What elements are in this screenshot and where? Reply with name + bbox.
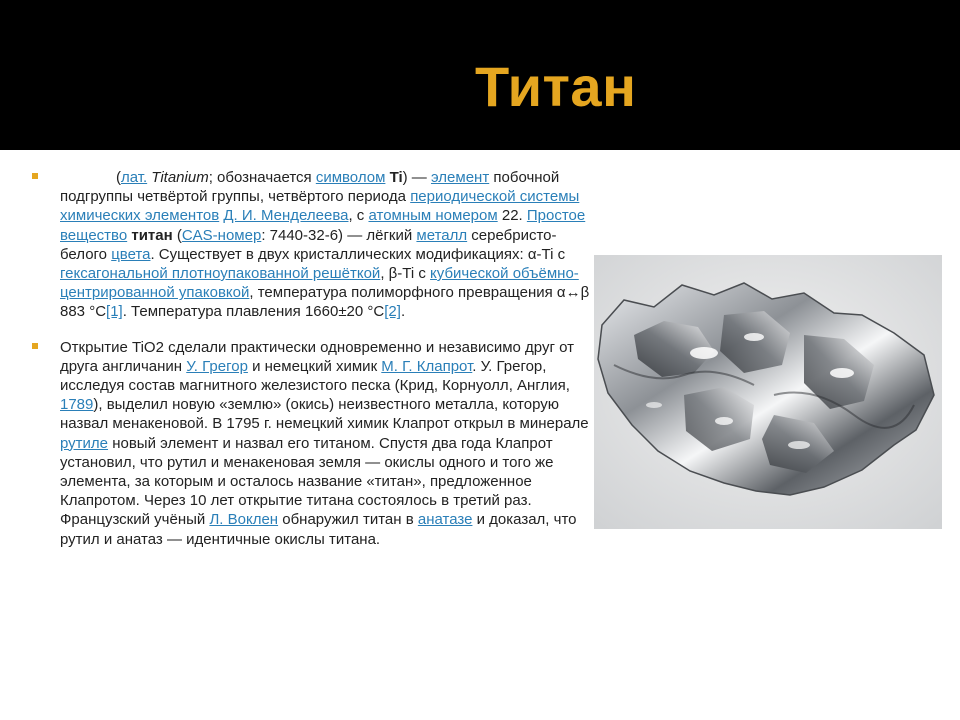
text: (	[172, 226, 182, 244]
bullet-paragraph-discovery	[30, 338, 595, 549]
link-periodic-table[interactable]: периодической системы химических элементов	[60, 188, 580, 225]
link-klaproth[interactable]: М. Г. Клапрот	[381, 357, 473, 375]
bullet-marker	[32, 173, 38, 179]
link-vauquelin[interactable]: Л. Воклен	[209, 511, 279, 529]
link-cas-number[interactable]: CAS-номер	[181, 226, 262, 244]
slide-content	[30, 168, 595, 549]
text: . Существует в двух кристаллических модификациях: α-Ti с	[150, 245, 566, 263]
slide-title: Титан	[475, 55, 637, 118]
text: новый элемент и назвал его титаном. Спустя два года Клапрот установил, что рутил и менакеновая земля — окислы одного и того же элемента, за которым и осталось название «титан», предложенное Клапротом. Через 10 лет открытие титана состоялось в третий раз. Французский учёный	[60, 434, 554, 529]
element-symbol: Ti	[389, 169, 403, 186]
titanium-metal-image	[594, 255, 942, 529]
link-anatase[interactable]: анатазе	[417, 511, 473, 529]
link-symbol[interactable]: символом	[315, 169, 386, 186]
text: ) —	[402, 169, 431, 186]
text: (	[116, 169, 121, 186]
link-simple-substance[interactable]: Простое вещество	[60, 207, 586, 244]
text: ), выделил новую «землю» (окись) неизвестного металла, которую назвал менакеновой. В 1795 г. немецкий химик Клапрот открыл в минерале	[60, 396, 589, 433]
latin-name: Titanium	[147, 169, 209, 186]
text: побочной подгруппы четвёртой группы, четвёртого периода	[60, 169, 560, 206]
text: , β-Ti с	[380, 265, 431, 283]
link-ref-1[interactable]: [1]	[106, 303, 123, 321]
text: .	[400, 303, 406, 321]
link-rutile[interactable]: рутиле	[60, 434, 109, 452]
link-hexagonal-lattice[interactable]: гексагональной плотноупакованной решёткой	[60, 265, 381, 283]
text: и немецкий химик	[247, 357, 382, 375]
bullet-marker	[32, 343, 38, 349]
text: , температура полиморфного превращения α↔β 883 °C	[60, 284, 590, 321]
text: . У. Грегор, исследуя состав магнитного железистого песка (Крид, Корнуолл, Англия,	[60, 357, 570, 395]
text: ; обозначается	[208, 169, 316, 186]
link-year-1789[interactable]: 1789	[60, 396, 94, 414]
titanium-photo	[594, 255, 942, 529]
titan-bold: титан	[131, 226, 173, 244]
link-lat[interactable]: лат.	[121, 169, 148, 186]
link-atomic-number[interactable]: атомным номером	[368, 207, 498, 225]
text: обнаружил титан в	[278, 511, 418, 529]
link-color[interactable]: цвета	[111, 245, 151, 263]
text: серебристо-белого	[60, 226, 557, 263]
link-element[interactable]: элемент	[430, 169, 490, 186]
text: . Температура плавления 1660±20 °C	[122, 303, 385, 321]
link-gregor[interactable]: У. Грегор	[186, 357, 248, 375]
link-mendeleev[interactable]: Д. И. Менделеева	[223, 207, 349, 225]
link-ref-2[interactable]: [2]	[384, 303, 401, 321]
link-bcc-packing[interactable]: кубической объёмно-центрированной упаковкой	[60, 265, 579, 302]
link-metal[interactable]: металл	[416, 226, 468, 244]
text: 22.	[497, 207, 527, 225]
text: , с	[348, 207, 369, 225]
text: : 7440-32-6) — лёгкий	[261, 226, 417, 244]
text: Открытие TiO2 сделали практически одновременно и независимо друг от друга англичанин	[60, 338, 574, 375]
text: и доказал, что рутил и анатаз — идентичные окислы титана.	[60, 511, 577, 548]
bullet-paragraph-definition	[30, 168, 595, 322]
